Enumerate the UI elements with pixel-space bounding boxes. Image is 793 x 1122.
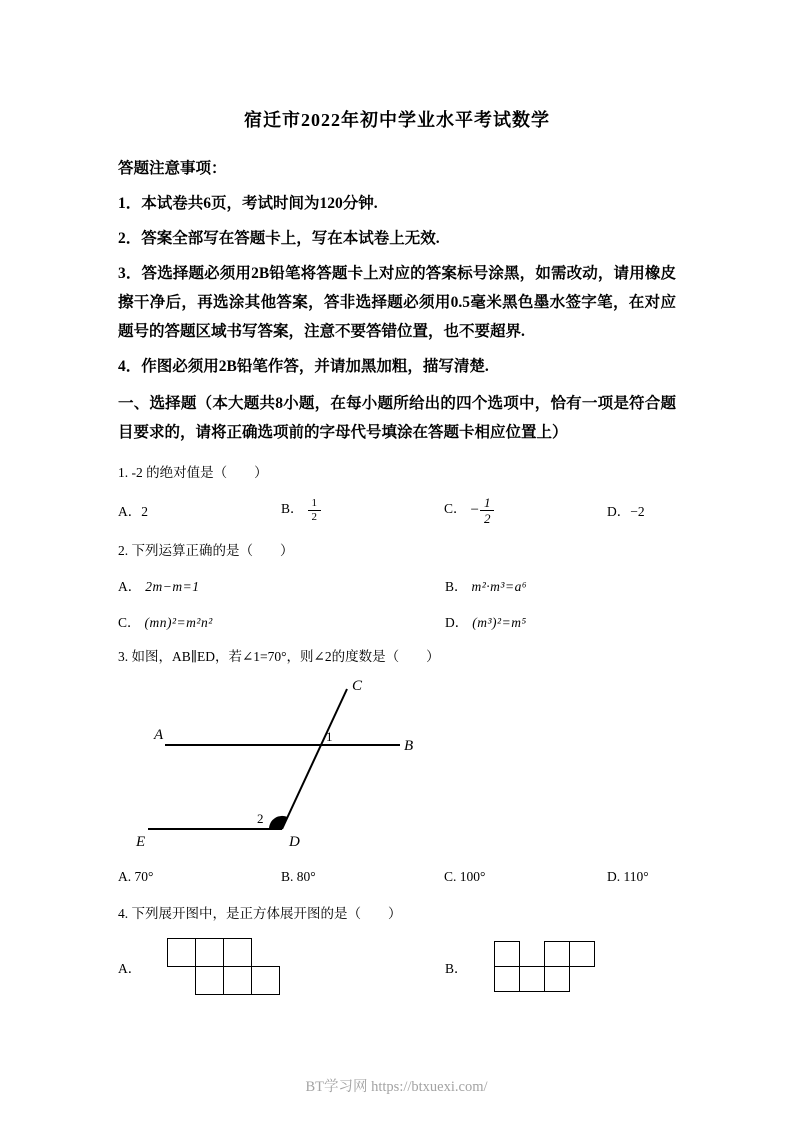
page-title: 宿迁市2022年初中学业水平考试数学 [244, 110, 550, 130]
net-square [519, 966, 545, 992]
angle-label-1: 1 [326, 729, 333, 744]
notice-item-2: 2．答案全部写在答题卡上，写在本试卷上无效. [118, 230, 440, 247]
q1-stem: 1. -2 的绝对值是（ ） [118, 465, 268, 480]
notice-item-4: 4．作图必须用2B铅笔作答，并请加黑加粗，描写清楚. [118, 358, 489, 375]
net-square [251, 966, 280, 995]
net-square [494, 966, 520, 992]
q1-options [118, 495, 676, 525]
q4-option-a: A． [118, 938, 445, 995]
angle-2-wedge [269, 816, 288, 829]
q4-option-b: B． [445, 941, 595, 992]
net-square [494, 941, 520, 967]
net-square [544, 966, 570, 992]
notice-heading: 答题注意事项： [118, 160, 227, 177]
point-label-c: C [352, 678, 363, 694]
q1-option-b: B． $\frac{1}{2}$ [281, 497, 444, 523]
q4-options [118, 938, 676, 995]
notice-item-1: 1．本试卷共6页，考试时间为120分钟. [118, 195, 378, 212]
q4-stem: 4. 下列展开图中，是正方体展开图的是（ ） [118, 906, 402, 921]
q2-option-b: B． m²·m³=a⁶ [445, 579, 528, 594]
parallel-lines-figure [128, 677, 428, 849]
answer-notice-block [118, 154, 676, 381]
point-label-e: E [136, 834, 146, 849]
point-label-b: B [404, 738, 414, 754]
cube-net-a [167, 938, 280, 995]
point-label-a: A [154, 727, 164, 743]
q2-options [118, 575, 676, 631]
q1-option-d: D．−2 [607, 504, 645, 519]
site-watermark: BT学习网 https://btxuexi.com/ [305, 1079, 488, 1095]
point-label-d: D [289, 834, 300, 849]
q2-stem: 2. 下列运算正确的是（ ） [118, 543, 294, 558]
q2-option-a: A． 2m−m=1 [118, 579, 200, 594]
q1-option-c: C． − $\frac{1}{2}$ [444, 495, 607, 525]
section-1-heading: 一、选择题（本大题共8小题，在每小题所给出的四个选项中，恰有一项是符合题目要求的，请将正确选项前的字母代号填涂在答题卡相应位置上） [118, 395, 676, 441]
q3-option-a: A. 70° [118, 869, 154, 884]
angle-label-2: 2 [257, 811, 264, 826]
q1-option-a: A．2 [118, 504, 148, 519]
net-square [223, 966, 252, 995]
q3-option-c: C. 100° [444, 869, 486, 884]
net-square [195, 938, 224, 967]
q3-option-d: D. 110° [607, 869, 649, 884]
net-square [195, 966, 224, 995]
q3-option-b: B. 80° [281, 869, 316, 884]
net-square [544, 941, 570, 967]
cube-net-b [494, 941, 595, 992]
net-square [569, 941, 595, 967]
fraction: $\frac{1}{2}$ [308, 497, 322, 523]
net-square [167, 938, 196, 967]
q3-options [118, 866, 676, 888]
notice-item-3: 3．答选择题必须用2B铅笔将答题卡上对应的答案标号涂黑，如需改动，请用橡皮擦干净后，再选涂其他答案，答非选择题必须用0.5毫米黑色墨水签字笔，在对应题号的答题区域书写答案，注意不要答错位置，也不要超界. [118, 265, 676, 340]
q2-option-c: C． (mn)²=m²n² [118, 615, 213, 630]
q2-option-d: D． (m³)²=m⁵ [445, 615, 527, 630]
fraction: $\frac{1}{2}$ [480, 495, 495, 525]
q3-geometry-figure [128, 677, 676, 854]
q3-stem: 3. 如图，AB∥ED，若∠1=70°，则∠2的度数是（ ） [118, 649, 440, 664]
net-square [223, 938, 252, 967]
line-transversal-cd [282, 689, 347, 829]
